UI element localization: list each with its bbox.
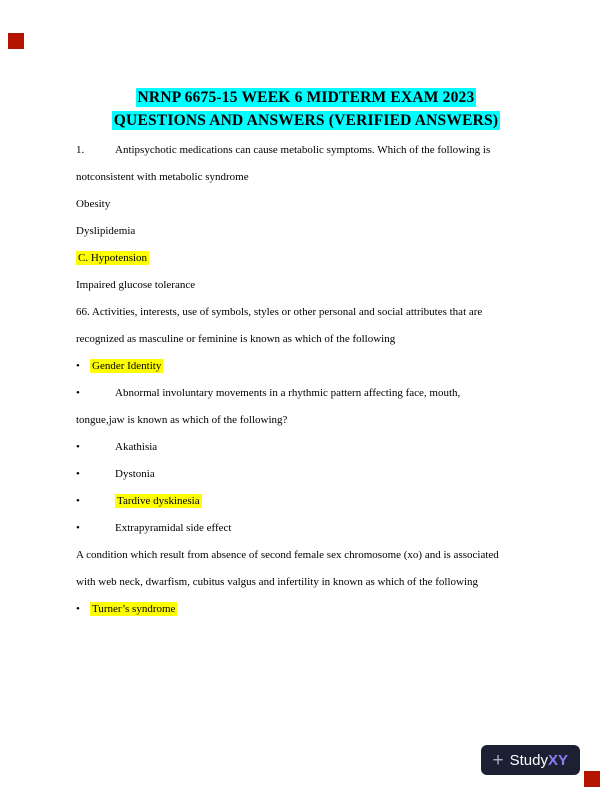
bullet: • [76,360,80,372]
red-corner-mark-bottom-right [584,771,600,787]
bullet: • [76,468,80,480]
question-68-line-2: with web neck, dwarfism, cubitus valgus and infertility in known as which of the following [76,576,479,588]
question-1-text: Antipsychotic medications can cause metabolic symptoms. Which of the following is [115,144,491,156]
question-68-answer-highlighted: Turner’s syndrome [92,603,176,615]
document-body [76,143,556,629]
red-corner-mark-top-left [8,33,24,49]
question-1-option-dyslipidemia: Dyslipidemia [76,225,136,237]
option-text: Extrapyramidal side effect [115,522,232,534]
option-text: Akathisia [115,441,158,453]
question-66-line-1: 66. Activities, interests, use of symbols, styles or other personal and social attributes that are [76,306,483,318]
document-title [0,86,612,132]
option-text: Dystonia [115,468,155,480]
studyxy-watermark [481,745,580,775]
brand-study-label: Study [509,751,548,769]
plus-icon: + [492,749,504,771]
question-68-line-1: A condition which result from absence of second female sex chromosome (xo) and is associated [76,549,499,561]
bullet: • [76,441,80,453]
question-66-answer-row [76,359,556,374]
question-66-line-2: recognized as masculine or feminine is known as which of the following [76,333,396,345]
question-67-option-eps [76,521,556,536]
bullet: • [76,495,80,507]
question-1-answer-highlighted: C. Hypotension [78,252,148,264]
question-1-option-obesity: Obesity [76,198,111,210]
question-67-line-1 [76,386,556,401]
question-67-text: Abnormal involuntary movements in a rhythmic pattern affecting face, mouth, [115,387,461,399]
question-67-option-akathisia [76,440,556,455]
question-1-line-2: notconsistent with metabolic syndrome [76,171,249,183]
bullet: • [76,603,80,615]
question-1-number: 1. [76,144,85,156]
question-1-line-1 [76,143,556,158]
question-1-answer-row [76,251,556,266]
question-67-option-dystonia [76,467,556,482]
question-1-option-glucose: Impaired glucose tolerance [76,279,196,291]
question-67-answer-row [76,494,556,509]
question-68-answer-row [76,602,556,617]
brand-xy-label: XY [547,751,568,769]
bullet: • [76,387,80,399]
question-67-answer-highlighted: Tardive dyskinesia [117,495,200,507]
question-66-answer-highlighted: Gender Identity [92,360,162,372]
question-67-line-2: tongue,jaw is known as which of the following? [76,414,288,426]
title-line-2: QUESTIONS AND ANSWERS (VERIFIED ANSWERS) [113,112,499,130]
bullet: • [76,522,80,534]
title-line-1: NRNP 6675-15 WEEK 6 MIDTERM EXAM 2023 [137,89,475,107]
